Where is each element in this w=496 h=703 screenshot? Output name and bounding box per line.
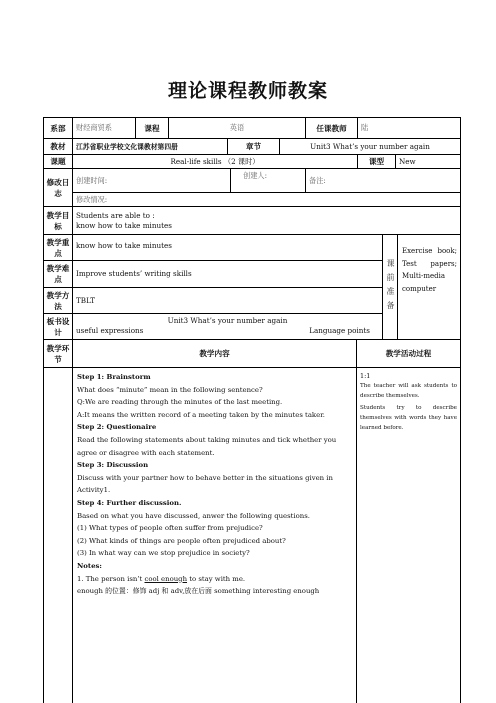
content-line: Discuss with your partner how to behave better in the situations given in: [77, 473, 333, 482]
content-line: (1) What types of people often suffer from prejudice?: [77, 524, 263, 533]
dept-value: 财经商贸系: [73, 118, 136, 139]
key-value: know how to take minutes: [73, 235, 383, 261]
board-left: useful expressions: [76, 326, 144, 335]
content-header: 教学内容: [73, 340, 357, 368]
chapter-value: Unit3 What’s your number again: [280, 139, 460, 155]
content-step-heading: Step 1: Brainstorm: [77, 373, 151, 381]
page-title: 理论课程教师教案: [167, 80, 328, 102]
activity-line: The teacher will ask students to describe themselves.: [360, 383, 457, 399]
topic-label: 课题: [44, 155, 73, 169]
content-line: Read the following statements about taking minutes and tick whether you: [77, 435, 337, 444]
content-line: (3) In what way can we stop prejudice in society?: [77, 549, 250, 558]
note-line-1: [77, 573, 352, 586]
content-line: Activity1.: [77, 486, 111, 495]
course-label: 课程: [136, 118, 169, 139]
content-step-heading: Step 2: Questionaire: [77, 423, 157, 432]
method-value: TBLT: [73, 288, 383, 314]
note-line-1-prefix: 1. The person isn’t: [77, 574, 145, 583]
content-line: A:It means the written record of a meeting taken by the minutes taker.: [77, 410, 325, 419]
content-line: Q:We are reading through the minutes of the last meeting.: [77, 398, 283, 407]
lesson-plan-table: [43, 117, 461, 703]
content-line: agree or disagree with each statement.: [77, 448, 215, 457]
board-row: [73, 326, 382, 336]
textbook-label: 教材: [44, 139, 73, 155]
note-line-1-underlined: cool enough: [144, 574, 188, 583]
creator-field: 创建人:: [231, 169, 306, 193]
note-line-1-suffix: to stay with me.: [187, 574, 246, 583]
content-step-heading: Step 4: Further discussion.: [77, 498, 182, 507]
log-label: 修改日志: [44, 169, 73, 207]
modify-field: 修改情况:: [73, 193, 460, 207]
content-line: (2) What kinds of things are people often prejudiced about?: [77, 536, 286, 545]
prep-label: 课前准备: [386, 259, 395, 315]
course-value: 英语: [169, 118, 306, 139]
content-line: Based on what you have discussed, anwer the following questions.: [77, 511, 310, 520]
chapter-label: 章节: [228, 139, 280, 155]
activity-header: 教学活动过程: [357, 340, 460, 368]
difficulty-value: Improve students’ writing skills: [73, 261, 383, 288]
activity-code: 1:1: [360, 372, 371, 380]
goal-value: [73, 207, 460, 235]
difficulty-label: 教学难点: [44, 261, 73, 288]
step-label: 教学环节: [44, 340, 73, 368]
prep-items: Exercise book; Test papers; Multi-media computer: [398, 235, 460, 340]
textbook-value: 江苏省职业学校文化课教材第四册: [73, 139, 228, 155]
teacher-label: 任课教师: [306, 118, 358, 139]
type-value: New: [396, 155, 460, 169]
created-time: 创建时间:: [73, 169, 231, 193]
content-body: [73, 368, 357, 703]
topic-value: Real-life skills （2 课时）: [73, 155, 358, 169]
prep-label-cell: [383, 235, 398, 340]
board-title: Unit3 What’s your number again: [167, 316, 288, 325]
board-right: Language points: [309, 326, 370, 335]
goal-label: 教学目标: [44, 207, 73, 235]
type-label: 课型: [358, 155, 396, 169]
content-line: What does “minute” mean in the following sentence?: [77, 385, 263, 394]
method-label: 教学方法: [44, 288, 73, 314]
content-step-heading: Step 3: Discussion: [77, 461, 149, 470]
goal-line-2: know how to take minutes: [76, 221, 172, 230]
key-label: 教学重点: [44, 235, 73, 261]
step-body: [44, 368, 73, 703]
note-line-2: enough 的位置：修饰 adj 和 adv,放在后面 something interesting enough: [77, 587, 320, 596]
activity-line: Students try to describe themselves with words they have learned before.: [360, 405, 457, 431]
board-label: 板书设计: [44, 314, 73, 340]
activity-body: [357, 368, 460, 703]
activity-lines: [360, 381, 457, 433]
goal-line-1: Students are able to :: [76, 211, 155, 220]
teacher-value: 陆: [358, 118, 460, 139]
notes-field: 备注:: [306, 169, 460, 193]
dept-label: 系部: [44, 118, 73, 139]
board-value: [73, 314, 383, 340]
content-step-heading: Notes:: [77, 561, 102, 570]
